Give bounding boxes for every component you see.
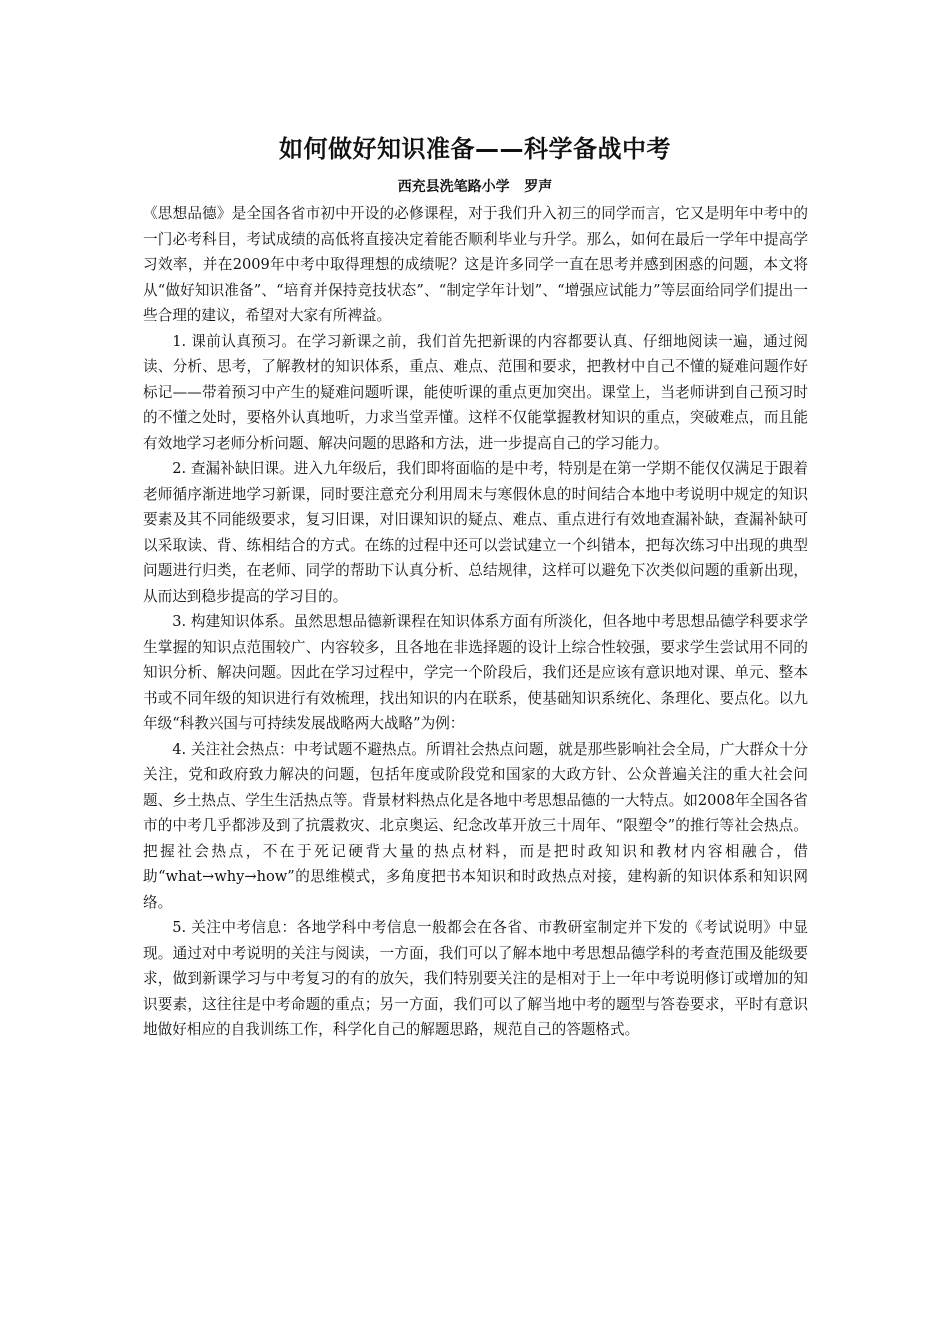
article-body	[143, 201, 808, 1043]
section-paragraph-exam-info: 5. 关注中考信息：各地学科中考信息一般都会在各省、市教研室制定并下发的《考试说明》中显现。通过对中考说明的关注与阅读，一方面，我们可以了解本地中考思想品德学科的考查范围及能级要求，做到新课学习与中考复习的有的放矢，我们特别要关注的是相对于上一年中考说明修订或增加的知识要素，这往往是中考命题的重点；另一方面，我们可以了解当地中考的题型与答卷要求，平时有意识地做好相应的自我训练工作，科学化自己的解题思路，规范自己的答题格式。	[143, 919, 808, 1038]
document-title: 如何做好知识准备——科学备战中考	[279, 135, 671, 163]
section-paragraph-review: 2. 查漏补缺旧课。进入九年级后，我们即将面临的是中考，特别是在第一学期不能仅仅满足于跟着老师循序渐进地学习新课，同时要注意充分利用周末与寒假休息的时间结合本地中考说明中规定的知识要素及其不同能级要求，复习旧课，对旧课知识的疑点、难点、重点进行有效地查漏补缺，查漏补缺可以采取读、背、练相结合的方式。在练的过程中还可以尝试建立一个纠错本，把每次练习中出现的典型问题进行归类，在老师、同学的帮助下认真分析、总结规律，这样可以避免下次类似问题的重新出现，从而达到稳步提高的学习目的。	[143, 460, 808, 605]
section-paragraph-knowledge-system: 3. 构建知识体系。虽然思想品德新课程在知识体系方面有所淡化，但各地中考思想品德学科要求学生掌握的知识点范围较广、内容较多，且各地在非选择题的设计上综合性较强，要求学生尝试用不同的知识分析、解决问题。因此在学习过程中，学完一个阶段后，我们还是应该有意识地对课、单元、整本书或不同年级的知识进行有效梳理，找出知识的内在联系，使基础知识系统化、条理化、要点化。以九年级“科教兴国与可持续发展战略两大战略”为例：	[143, 613, 808, 732]
section-paragraph-social-hotspots: 4. 关注社会热点：中考试题不避热点。所谓社会热点问题，就是那些影响社会全局，广大群众十分关注，党和政府致力解决的问题，包括年度或阶段党和国家的大政方针、公众普遍关注的重大社会问题、乡土热点、学生生活热点等。背景材料热点化是各地中考思想品德的一大特点。如2008年全国各省市的中考几乎都涉及到了抗震救灾、北京奥运、纪念改革开放三十周年、“限塑令”的推行等社会热点。把握社会热点，不在于死记硬背大量的热点材料，而是把时政知识和教材内容相融合，借助“what→why→how”的思维模式，多角度把书本知识和时政热点对接，建构新的知识体系和知识网络。	[143, 740, 808, 911]
section-paragraph-preview: 1. 课前认真预习。在学习新课之前，我们首先把新课的内容都要认真、仔细地阅读一遍，通过阅读、分析、思考，了解教材的知识体系，重点、难点、范围和要求，把教材中自己不懂的疑难问题作好标记——带着预习中产生的疑难问题听课，能使听课的重点更加突出。课堂上，当老师讲到自己预习时的不懂之处时，要格外认真地听，力求当堂弄懂。这样不仅能掌握教材知识的重点，突破难点，而且能有效地学习老师分析问题、解决问题的思路和方法，进一步提高自己的学习能力。	[143, 332, 808, 452]
intro-paragraph: 《思想品德》是全国各省市初中开设的必修课程，对于我们升入初三的同学而言，它又是明年中考中的一门必考科目，考试成绩的高低将直接决定着能否顺利毕业与升学。那么，如何在最后一学年中提高学习效率，并在2009年中考中取得理想的成绩呢？这是许多同学一直在思考并感到困惑的问题，本文将从“做好知识准备”、“培育并保持竞技状态”、“制定学年计划”、“增强应试能力”等层面给同学们提出一些合理的建议，希望对大家有所裨益。	[143, 205, 808, 324]
author-byline: 西充县洗笔路小学 罗声	[397, 179, 553, 195]
